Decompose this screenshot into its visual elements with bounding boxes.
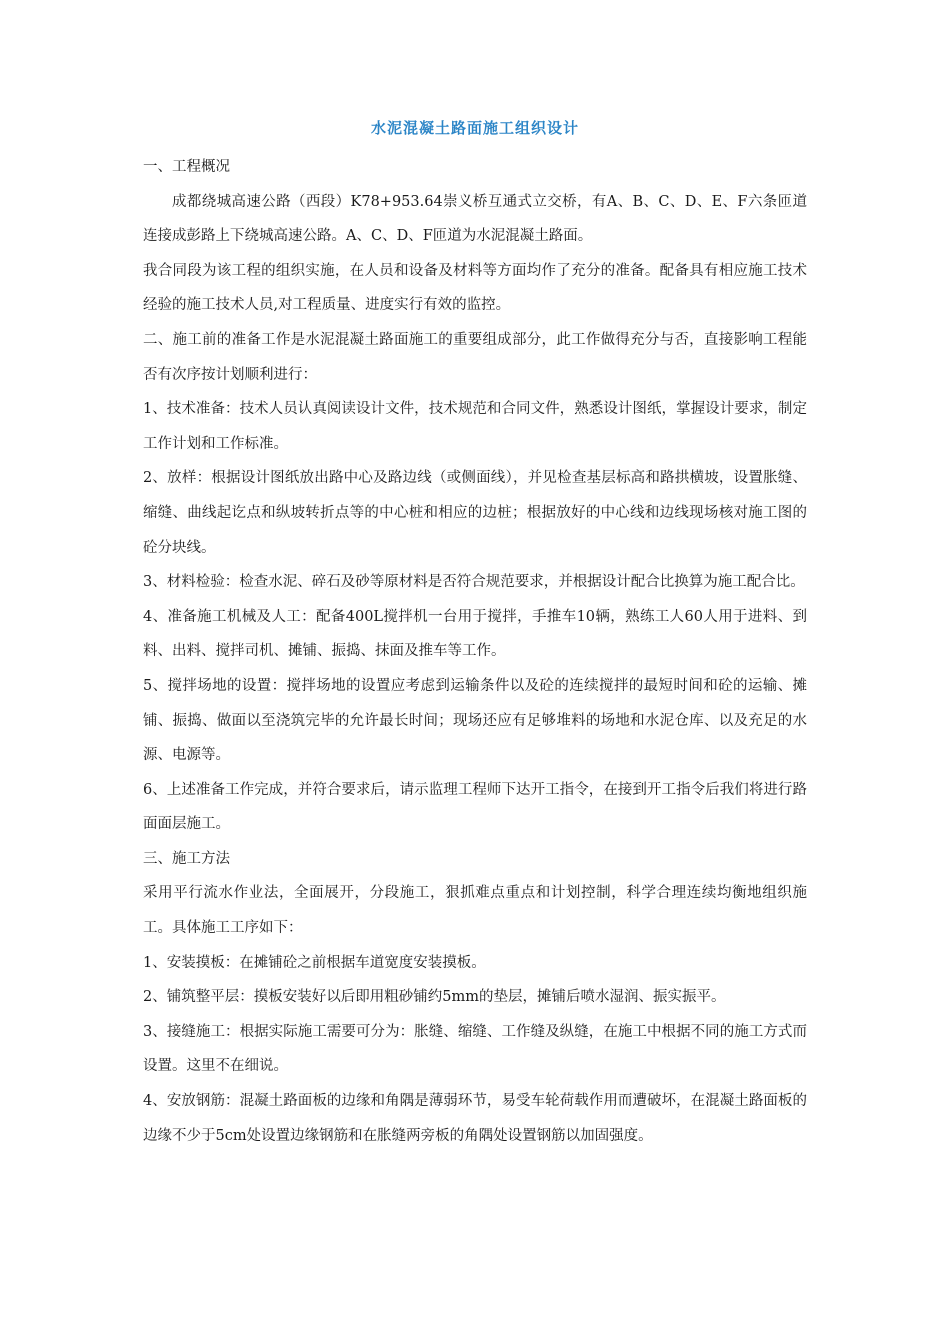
list-item: 2、放样：根据设计图纸放出路中心及路边线（或侧面线），并见检查基层标高和路拱横坡，设置胀缝、缩缝、曲线起讫点和纵坡转折点等的中心桩和相应的边桩；根据放好的中心线和边线现场核对施工图的砼分块线。 [143, 470, 807, 556]
list-item: 5、搅拌场地的设置：搅拌场地的设置应考虑到运输条件以及砼的连续搅拌的最短时间和砼的运输、摊铺、振捣、做面以至浇筑完毕的允许最长时间；现场还应有足够堆料的场地和水泥仓库、以及充足的水源、电源等。 [143, 677, 807, 764]
list-item: 4、安放钢筋：混凝土路面板的边缘和角隅是薄弱环节，易受车轮荷载作用而遭破坏，在混凝土路面板的边缘不少于5cm处设置边缘钢筋和在胀缝两旁板的角隅处设置钢筋以加固强度。 [143, 1093, 807, 1144]
document-title: 水泥混凝土路面施工组织设计 [370, 119, 579, 137]
paragraph: 采用平行流水作业法，全面展开，分段施工，狠抓难点重点和计划控制，科学合理连续均衡地组织施工。具体施工工序如下： [143, 885, 807, 937]
list-item: 3、材料检验：检查水泥、碎石及砂等原材料是否符合规范要求，并根据设计配合比换算为施工配合比。 [143, 574, 805, 591]
list-item: 1、安装摸板：在摊铺砼之前根据车道宽度安装摸板。 [143, 954, 486, 971]
list-item: 6、上述准备工作完成，并符合要求后，请示监理工程师下达开工指令，在接到开工指令后我们将进行路面面层施工。 [143, 781, 807, 833]
paragraph: 我合同段为该工程的组织实施，在人员和设备及材料等方面均作了充分的准备。配备具有相应施工技术经验的施工技术人员,对工程质量、进度实行有效的监控。 [143, 262, 807, 314]
paragraph: 成都绕城高速公路（西段）K78+953.64崇义桥互通式立交桥，有A、B、C、D、E、F六条匝道连接成彭路上下绕城高速公路。A、C、D、F匝道为水泥混凝土路面。 [143, 193, 807, 245]
list-item: 1、技术准备：技术人员认真阅读设计文件，技术规范和合同文件，熟悉设计图纸，掌握设计要求，制定工作计划和工作标准。 [143, 401, 807, 452]
list-item: 4、准备施工机械及人工：配备400L搅拌机一台用于搅拌，手推车10辆，熟练工人60人用于进料、到料、出料、搅拌司机、摊铺、振捣、抹面及推车等工作。 [143, 608, 807, 660]
section-heading-preparation: 二、施工前的准备工作是水泥混凝土路面施工的重要组成部分，此工作做得充分与否，直接影响工程能否有次序按计划顺利进行： [143, 331, 807, 383]
section-heading-overview: 一、工程概况 [143, 159, 230, 175]
list-item: 2、铺筑整平层：摸板安装好以后即用粗砂铺约5mm的垫层，摊铺后喷水湿润、振实振平。 [143, 989, 726, 1006]
document-body [143, 150, 807, 1153]
list-item: 3、接缝施工：根据实际施工需要可分为：胀缝、缩缝、工作缝及纵缝，在施工中根据不同的施工方式而设置。这里不在细说。 [143, 1023, 807, 1075]
section-heading-method: 三、施工方法 [143, 850, 230, 867]
